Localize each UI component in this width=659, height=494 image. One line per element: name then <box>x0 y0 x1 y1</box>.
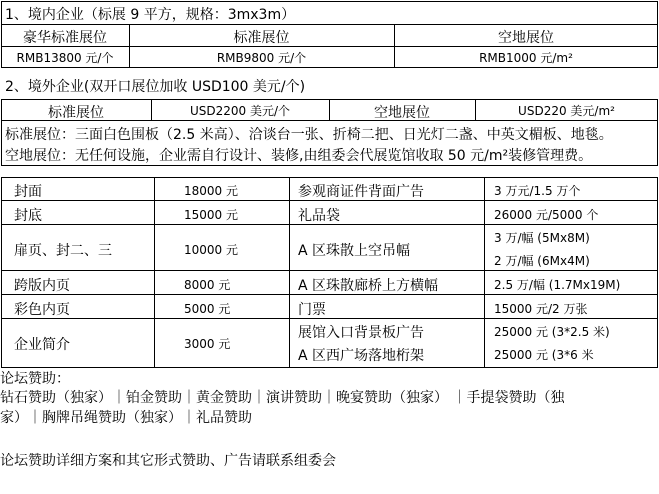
ad-price: 15000 元 <box>184 208 238 222</box>
ad-price: 15000 元/2 万张 <box>494 302 588 316</box>
divider <box>1 24 658 25</box>
ad-price: 25000 元 (3*2.5 米) <box>494 325 610 339</box>
ad-price: 2 万/幅 (6Mx4M) <box>494 254 590 268</box>
divider <box>1 270 658 271</box>
standard-booth-note: 标准展位：三面白色围板（2.5 米高）、洽谈台一张、折椅二把、日光灯二盏、中英文楣板、地毯。 <box>5 127 613 143</box>
divider <box>484 177 485 368</box>
ad-price: 5000 元 <box>184 302 231 316</box>
ad-item: 企业简介 <box>14 337 70 353</box>
header-space-booth: 空地展位 <box>498 30 554 46</box>
header-deluxe-booth: 豪华标准展位 <box>23 30 107 46</box>
divider <box>154 177 155 368</box>
header-standard-booth: 标准展位 <box>233 30 290 46</box>
ad-item: 扉页、封二、三 <box>14 243 112 259</box>
ad-item: 礼品袋 <box>298 208 340 224</box>
ad-item: 封底 <box>14 208 42 224</box>
ad-item: A 区珠散上空吊幅 <box>298 243 411 259</box>
price-standard-booth: RMB9800 元/个 <box>216 51 307 65</box>
ad-price: 3000 元 <box>184 337 231 351</box>
intl-space-booth-label: 空地展位 <box>374 105 430 121</box>
intl-standard-booth-price: USD2200 美元/个 <box>189 104 291 118</box>
intl-space-booth-price: USD220 美元/m² <box>518 104 615 118</box>
price-space-booth: RMB1000 元/m² <box>479 51 573 65</box>
divider <box>1 318 658 319</box>
forum-contact: 论坛赞助详细方案和其它形式赞助、广告请联系组委会 <box>0 453 336 469</box>
space-booth-note: 空地展位：无任何设施，企业需自行设计、装修,由组委会代展览馆收取 50 元/m²装修管理费。 <box>5 148 593 164</box>
ad-price: 3 万元/1.5 万个 <box>494 184 581 198</box>
ad-price: 10000 元 <box>184 243 238 257</box>
ad-item: 封面 <box>14 184 42 200</box>
section1-heading: 1、境内企业（标展 9 平方，规格：3mx3m） <box>5 7 296 23</box>
ad-price: 18000 元 <box>184 184 238 198</box>
ad-item: 跨版内页 <box>14 278 70 294</box>
section2-heading: 2、境外企业(双开口展位加收 USD100 美元/个) <box>5 79 306 95</box>
ad-price: 26000 元/5000 个 <box>494 208 599 222</box>
ad-item: 彩色内页 <box>14 302 70 318</box>
forum-sponsorship-line2: 家）｜胸牌吊绳赞助（独家）｜礼品赞助 <box>0 410 252 426</box>
forum-sponsorship-line1: 钻石赞助（独家）｜铂金赞助｜黄金赞助｜演讲赞助｜晚宴赞助（独家） ｜手提袋赞助（独 <box>0 390 565 406</box>
ad-item: 参观商证件背面广告 <box>298 184 424 200</box>
ad-price: 8000 元 <box>184 278 231 292</box>
ad-item: A 区珠散廊桥上方横幅 <box>298 278 439 294</box>
ad-item: 门票 <box>298 302 326 318</box>
ad-item: 展馆入口背景板广告 <box>298 325 424 341</box>
price-deluxe-booth: RMB13800 元/个 <box>16 51 114 65</box>
forum-title: 论坛赞助： <box>0 371 70 387</box>
ad-item: A 区西广场落地桁架 <box>298 348 425 364</box>
intl-standard-booth-label: 标准展位 <box>48 105 104 121</box>
ad-price: 25000 元 (3*6 米 <box>494 348 594 362</box>
ad-price: 2.5 万/幅 (1.7Mx19M) <box>494 278 621 292</box>
divider <box>289 177 290 368</box>
ad-price: 3 万/幅 (5Mx8M) <box>494 231 590 245</box>
